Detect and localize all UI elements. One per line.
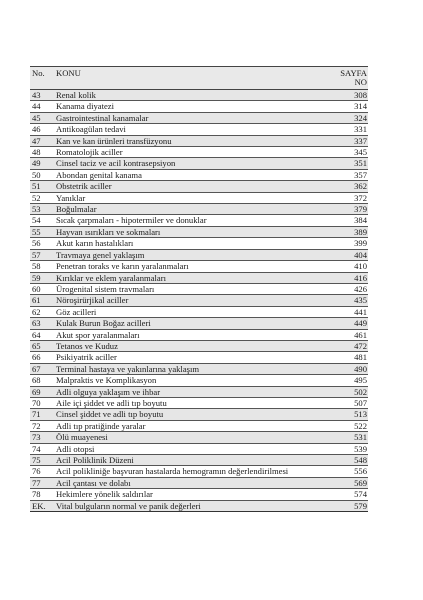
table-of-contents xyxy=(30,66,368,512)
row-page: 384 xyxy=(332,215,368,226)
row-number: 69 xyxy=(30,386,54,397)
row-number: 61 xyxy=(30,295,54,306)
row-page: 404 xyxy=(332,249,368,260)
row-page: 357 xyxy=(332,169,368,180)
row-title: Hekimlere yönelik saldırılar xyxy=(54,489,332,500)
table-header-row xyxy=(30,67,368,90)
row-page: 314 xyxy=(332,101,368,112)
table-row xyxy=(30,318,368,329)
row-title: Romatolojik aciller xyxy=(54,147,332,158)
row-page: 556 xyxy=(332,466,368,477)
table-row xyxy=(30,215,368,226)
row-title: Yanıklar xyxy=(54,192,332,203)
table-row xyxy=(30,443,368,454)
row-page: 337 xyxy=(332,135,368,146)
row-title: Tetanos ve Kuduz xyxy=(54,340,332,351)
table-row xyxy=(30,500,368,511)
row-number: 60 xyxy=(30,283,54,294)
row-title: Travmaya genel yaklaşım xyxy=(54,249,332,260)
row-page: 495 xyxy=(332,375,368,386)
row-number: 45 xyxy=(30,112,54,123)
row-page: 522 xyxy=(332,420,368,431)
row-page: 345 xyxy=(332,147,368,158)
table-row xyxy=(30,226,368,237)
row-number: 72 xyxy=(30,420,54,431)
row-number: 76 xyxy=(30,466,54,477)
table-row xyxy=(30,90,368,101)
row-number: 63 xyxy=(30,318,54,329)
table-row xyxy=(30,147,368,158)
row-page: 308 xyxy=(332,90,368,101)
row-number: 51 xyxy=(30,181,54,192)
table-row xyxy=(30,363,368,374)
table-row xyxy=(30,432,368,443)
row-number: 59 xyxy=(30,272,54,283)
row-page: 410 xyxy=(332,261,368,272)
table-row xyxy=(30,169,368,180)
row-page: 426 xyxy=(332,283,368,294)
row-title: Kulak Burun Boğaz acilleri xyxy=(54,318,332,329)
row-page: 389 xyxy=(332,226,368,237)
row-number: 67 xyxy=(30,363,54,374)
row-title: Adli tıp pratiğinde yaralar xyxy=(54,420,332,431)
row-title: Göz acilleri xyxy=(54,306,332,317)
row-title: Obstetrik aciller xyxy=(54,181,332,192)
row-title: Cinsel şiddet ve adli tıp boyutu xyxy=(54,409,332,420)
table-row xyxy=(30,238,368,249)
row-number: 53 xyxy=(30,204,54,215)
table-row xyxy=(30,181,368,192)
row-page: 331 xyxy=(332,124,368,135)
row-number: 68 xyxy=(30,375,54,386)
row-page: 490 xyxy=(332,363,368,374)
row-title: Cinsel taciz ve acil kontrasepsiyon xyxy=(54,158,332,169)
row-number: 70 xyxy=(30,397,54,408)
row-number: 78 xyxy=(30,489,54,500)
row-title: Adli olguya yaklaşım ve ihbar xyxy=(54,386,332,397)
row-title: Boğulmalar xyxy=(54,204,332,215)
table-row xyxy=(30,352,368,363)
row-title: Acil polikliniğe başvuran hastalarda hemogramın değerlendirilmesi xyxy=(54,466,332,477)
row-page: 574 xyxy=(332,489,368,500)
row-number: 73 xyxy=(30,432,54,443)
row-title: Gastrointestinal kanamalar xyxy=(54,112,332,123)
table-row xyxy=(30,477,368,488)
row-title: Kan ve kan ürünleri transfüzyonu xyxy=(54,135,332,146)
row-number: 44 xyxy=(30,101,54,112)
row-number: 77 xyxy=(30,477,54,488)
row-number: 50 xyxy=(30,169,54,180)
header-page-line2: NO xyxy=(354,77,367,87)
row-title: Hayvan ısırıkları ve sokmaları xyxy=(54,226,332,237)
row-page: 472 xyxy=(332,340,368,351)
table-body xyxy=(30,90,368,512)
row-page: 324 xyxy=(332,112,368,123)
row-page: 372 xyxy=(332,192,368,203)
row-title: Terminal hastaya ve yakınlarına yaklaşım xyxy=(54,363,332,374)
row-number: 43 xyxy=(30,90,54,101)
row-title: Malpraktis ve Komplikasyon xyxy=(54,375,332,386)
row-number: 66 xyxy=(30,352,54,363)
row-number: 62 xyxy=(30,306,54,317)
row-number: 47 xyxy=(30,135,54,146)
row-number: 55 xyxy=(30,226,54,237)
row-number: 65 xyxy=(30,340,54,351)
row-page: 579 xyxy=(332,500,368,511)
row-page: 569 xyxy=(332,477,368,488)
row-number: 74 xyxy=(30,443,54,454)
row-page: 441 xyxy=(332,306,368,317)
table-row xyxy=(30,112,368,123)
row-page: 435 xyxy=(332,295,368,306)
row-number: 64 xyxy=(30,329,54,340)
table-row xyxy=(30,272,368,283)
table-row xyxy=(30,340,368,351)
row-page: 379 xyxy=(332,204,368,215)
row-title: Ürogenital sistem travmaları xyxy=(54,283,332,294)
row-number: 52 xyxy=(30,192,54,203)
row-title: Sıcak çarpmaları - hipotermiler ve donuklar xyxy=(54,215,332,226)
table-row xyxy=(30,261,368,272)
table-row xyxy=(30,192,368,203)
table-row xyxy=(30,455,368,466)
table-row xyxy=(30,295,368,306)
table-row xyxy=(30,124,368,135)
table-row xyxy=(30,204,368,215)
header-title: KONU xyxy=(54,67,332,90)
row-page: 548 xyxy=(332,455,368,466)
row-page: 351 xyxy=(332,158,368,169)
table-row xyxy=(30,135,368,146)
row-title: Penetran toraks ve karın yaralanmaları xyxy=(54,261,332,272)
row-title: Adli otopsi xyxy=(54,443,332,454)
table-row xyxy=(30,466,368,477)
row-title: Akut karın hastalıkları xyxy=(54,238,332,249)
row-number: 58 xyxy=(30,261,54,272)
row-number: 56 xyxy=(30,238,54,249)
row-number: EK. xyxy=(30,500,54,511)
row-page: 416 xyxy=(332,272,368,283)
row-title: Nöroşirürjikal aciller xyxy=(54,295,332,306)
table-row xyxy=(30,283,368,294)
row-page: 507 xyxy=(332,397,368,408)
row-title: Ölü muayenesi xyxy=(54,432,332,443)
header-no: No. xyxy=(30,67,54,90)
table-row xyxy=(30,420,368,431)
table-row xyxy=(30,158,368,169)
header-page xyxy=(332,67,368,90)
table-row xyxy=(30,101,368,112)
row-title: Kanama diyatezi xyxy=(54,101,332,112)
row-number: 46 xyxy=(30,124,54,135)
row-page: 502 xyxy=(332,386,368,397)
row-number: 49 xyxy=(30,158,54,169)
row-number: 48 xyxy=(30,147,54,158)
row-number: 54 xyxy=(30,215,54,226)
row-page: 362 xyxy=(332,181,368,192)
row-page: 513 xyxy=(332,409,368,420)
row-title: Kırıklar ve eklem yaralanmaları xyxy=(54,272,332,283)
table-row xyxy=(30,386,368,397)
row-page: 399 xyxy=(332,238,368,249)
row-title: Psikiyatrik aciller xyxy=(54,352,332,363)
row-number: 71 xyxy=(30,409,54,420)
table-row xyxy=(30,397,368,408)
row-page: 539 xyxy=(332,443,368,454)
table-row xyxy=(30,409,368,420)
row-page: 531 xyxy=(332,432,368,443)
table-row xyxy=(30,249,368,260)
table-row xyxy=(30,306,368,317)
row-title: Antikoagülan tedavi xyxy=(54,124,332,135)
row-title: Renal kolik xyxy=(54,90,332,101)
row-title: Akut spor yaralanmaları xyxy=(54,329,332,340)
header-page-line1: SAYFA xyxy=(340,68,367,78)
row-title: Vital bulguların normal ve panik değerleri xyxy=(54,500,332,511)
row-number: 75 xyxy=(30,455,54,466)
row-title: Acil çantası ve dolabı xyxy=(54,477,332,488)
table-row xyxy=(30,489,368,500)
row-page: 481 xyxy=(332,352,368,363)
table-row xyxy=(30,375,368,386)
row-title: Aile içi şiddet ve adli tıp boyutu xyxy=(54,397,332,408)
row-title: Abondan genital kanama xyxy=(54,169,332,180)
table-row xyxy=(30,329,368,340)
row-title: Acil Poliklinik Düzeni xyxy=(54,455,332,466)
row-page: 449 xyxy=(332,318,368,329)
row-number: 57 xyxy=(30,249,54,260)
row-page: 461 xyxy=(332,329,368,340)
